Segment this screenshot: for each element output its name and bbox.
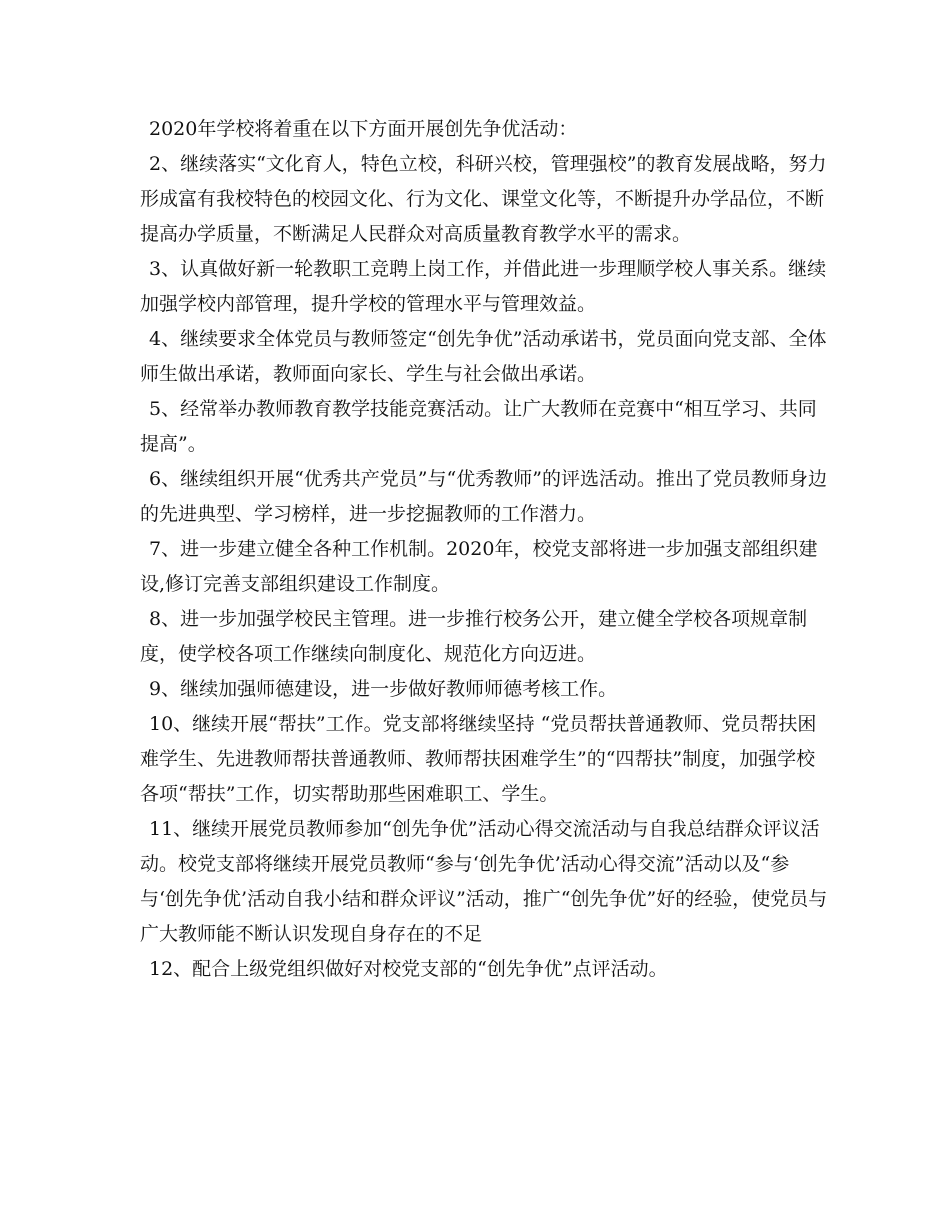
intro-paragraph: 2020年学校将着重在以下方面开展创先争优活动： [149, 118, 578, 140]
item-2-paragraph: 2、继续落实“文化育人，特色立校，科研兴校，管理强校”的教育发展战略，努力形成富有我校特色的校园文化、行为文化、课堂文化等，不断提升办学品位，不断提高办学质量，不断满足人民群众对高质量教育教学水平的需求。 [140, 153, 827, 245]
item-12-paragraph: 12、配合上级党组织做好对校党支部的“创先争优”点评活动。 [149, 958, 668, 980]
document-body [140, 112, 830, 987]
item-3-paragraph: 3、认真做好新一轮教职工竞聘上岗工作，并借此进一步理顺学校人事关系。继续加强学校内部管理，提升学校的管理水平与管理效益。 [140, 258, 827, 315]
item-9-paragraph: 9、继续加强师德建设，进一步做好教师师德考核工作。 [149, 678, 618, 700]
item-10-paragraph: 10、继续开展“帮扶”工作。党支部将继续坚持 “党员帮扶普通教师、党员帮扶困难学生、先进教师帮扶普通教师、教师帮扶困难学生”的“四帮扶”制度，加强学校各项“帮扶”工作，切实帮助那些困难职工、学生。 [140, 713, 817, 805]
item-8-paragraph: 8、进一步加强学校民主管理。进一步推行校务公开，建立健全学校各项规章制度，使学校各项工作继续向制度化、规范化方向迈进。 [140, 608, 808, 665]
item-7-paragraph: 7、进一步建立健全各种工作机制。2020年，校党支部将进一步加强支部组织建设,修订完善支部组织建设工作制度。 [140, 538, 818, 595]
item-11-paragraph: 11、继续开展党员教师参加“创先争优”活动心得交流活动与自我总结群众评议活动。校党支部将继续开展党员教师“参与‘创先争优’活动心得交流”活动以及“参与‘创先争优’活动自我小结和群众评议”活动，推广“创先争优”好的经验，使党员与广大教师能不断认识发现自身存在的不足 [140, 818, 828, 945]
item-6-paragraph: 6、继续组织开展“优秀共产党员”与“优秀教师”的评选活动。推出了党员教师身边的先进典型、学习榜样，进一步挖掘教师的工作潜力。 [140, 468, 827, 525]
item-4-paragraph: 4、继续要求全体党员与教师签定“创先争优”活动承诺书，党员面向党支部、全体师生做出承诺，教师面向家长、学生与社会做出承诺。 [140, 328, 827, 385]
item-5-paragraph: 5、经常举办教师教育教学技能竞赛活动。让广大教师在竞赛中“相互学习、共同提高”。 [140, 398, 817, 455]
